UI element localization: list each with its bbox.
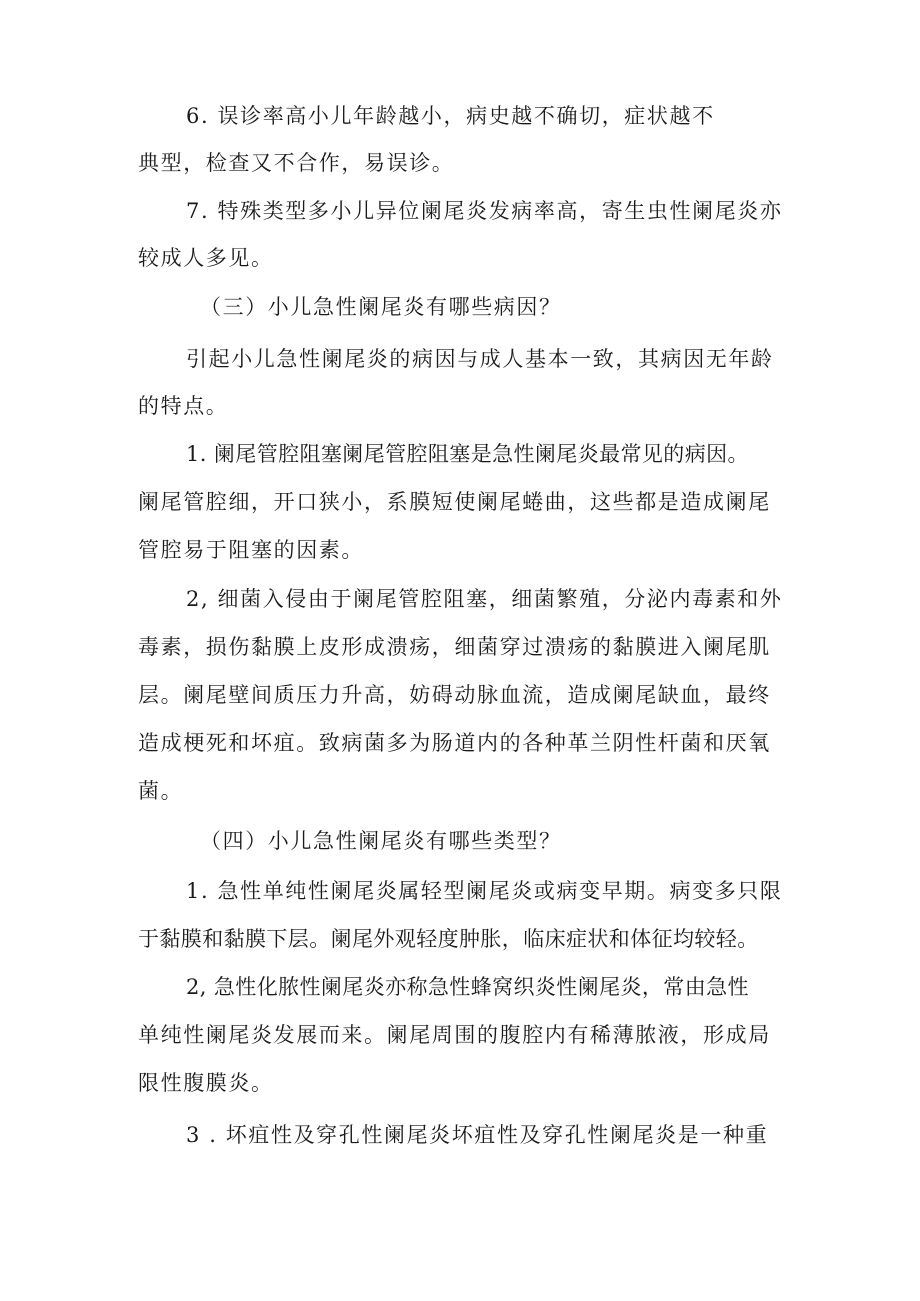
paragraph-line: 1. 阑尾管腔阻塞阑尾管腔阻塞是急性阑尾炎最常见的病因。 <box>186 442 749 466</box>
paragraph-line: 管腔易于阻塞的因素。 <box>138 538 364 562</box>
paragraph-line: 阑尾管腔细，开口狭小，系膜短使阑尾蜷曲，这些都是造成阑尾 <box>138 490 771 514</box>
paragraph-line: 限性腹膜炎。 <box>138 1071 274 1095</box>
paragraph-line: 菌。 <box>138 779 184 803</box>
paragraph-line: 于黏膜和黏膜下层。阑尾外观轻度肿胀，临床症状和体征均较轻。 <box>138 927 759 951</box>
paragraph-line: 造成梗死和坏疽。致病菌多为肠道内的各种革兰阴性杆菌和厌氧 <box>138 731 771 755</box>
section-heading: （三）小儿急性阑尾炎有哪些病因？ <box>200 295 562 319</box>
paragraph-line: 6. 误诊率高小儿年龄越小，病史越不确切，症状越不 <box>186 104 715 128</box>
paragraph-line: 层。阑尾壁间质压力升高，妨碍动脉血流，造成阑尾缺血，最终 <box>138 683 771 707</box>
paragraph-line: 2, 细菌入侵由于阑尾管腔阻塞，细菌繁殖，分泌内毒素和外 <box>186 587 783 611</box>
section-heading: （四）小儿急性阑尾炎有哪些类型？ <box>200 829 562 853</box>
paragraph-line: 1. 急性单纯性阑尾炎属轻型阑尾炎或病变早期。病变多只限 <box>186 879 783 903</box>
paragraph-line: 2, 急性化脓性阑尾炎亦称急性蜂窝织炎性阑尾炎，常由急性 <box>186 975 749 999</box>
paragraph-line: 较成人多见。 <box>138 246 274 270</box>
paragraph-line: 3 . 坏疽性及穿孔性阑尾炎坏疽性及穿孔性阑尾炎是一种重 <box>186 1123 769 1147</box>
paragraph-line: 毒素，损伤黏膜上皮形成溃疡，细菌穿过溃疡的黏膜进入阑尾肌 <box>138 635 771 659</box>
paragraph-line: 的特点。 <box>138 394 229 418</box>
paragraph-line: 单纯性阑尾炎发展而来。阑尾周围的腹腔内有稀薄脓液，形成局 <box>138 1023 771 1047</box>
paragraph-line: 典型，检查又不合作，易误诊。 <box>138 151 455 175</box>
paragraph-line: 7. 特殊类型多小儿异位阑尾炎发病率高，寄生虫性阑尾炎亦 <box>186 199 783 223</box>
paragraph-line: 引起小儿急性阑尾炎的病因与成人基本一致，其病因无年龄 <box>186 347 774 371</box>
